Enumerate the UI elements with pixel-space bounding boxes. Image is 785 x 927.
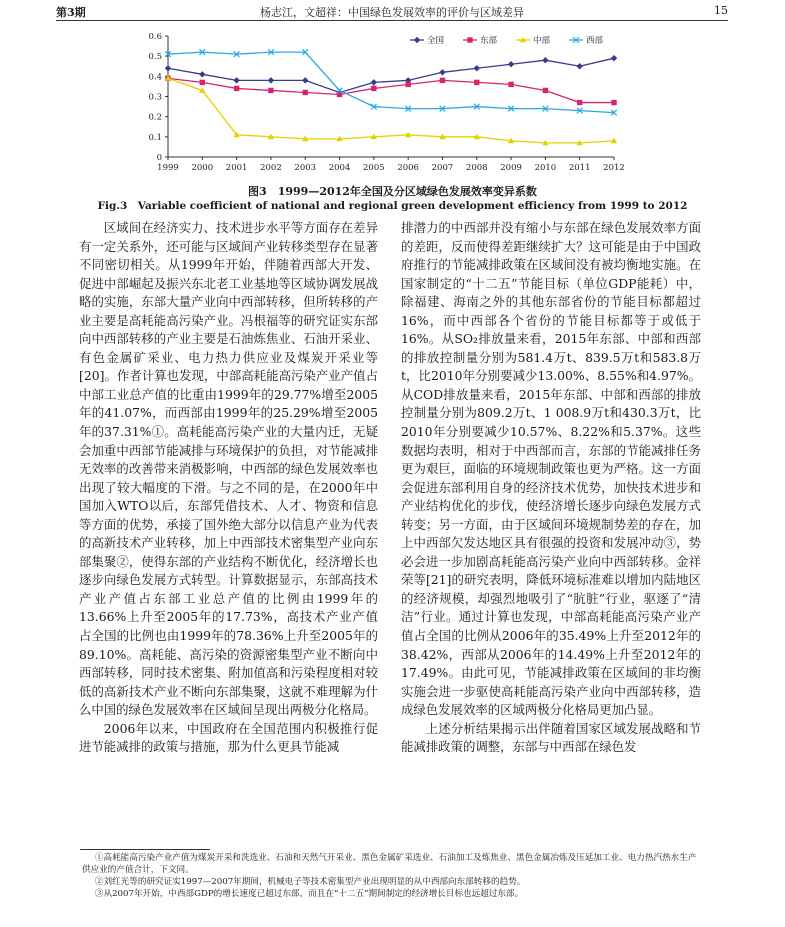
x-tick-label: 2004 — [328, 163, 351, 173]
body-left-column — [79, 219, 378, 757]
x-tick-label: 2003 — [294, 163, 317, 173]
x-tick-label: 2006 — [397, 163, 419, 173]
paragraph: 区域间在经济实力、技术进步水平等方面存在差异有一定关系外，还可能与区域间产业转移类型存在显著不同密切相关。从1999年开始，伴随着西部大开发、促进中部崛起及振兴东北老工业基地等区域协调发展战略的实施，东部大量产业向中西部转移，但所转移的产业主要是高耗能高污染产业。冯根福等的研究证实东部向中西部转移的产业主要是石油炼焦业、石油开采业、有色金属矿采业、电力热力供应业及煤炭开采业等[20]。作者计算也发现，中部高耗能高污染产业产值占中部工业总产值的比重由1999年的29.77%增至2005年的41.07%，而西部由1999年的25.29%增至2005年的37.31%①。高耗能高污染产业的大量内迁，无疑会加重中西部节能减排与环境保护的负担，对节能减排无效率的改善带来消极影响，中西部的绿色发展效率也出现了较大幅度的下滑。与之不同的是，在2000年中国加入WTO以后，东部凭借技术、人才、物资和信息等方面的优势，承接了国外绝大部分以信息产业为代表的高新技术产业转移，加上中西部技术密集型产业向东部集聚②，使得东部的产业结构不断优化，经济增长也逐步向绿色发展方式转型。计算数据显示，东部高技术产业产值占东部工业总产值的比例由1999年的13.66%上升至2005年的17.73%，高技术产业产值占全国的比例也由1999年的78.36%上升至2005年的89.10%。高耗能、高污染的资源密集型产业不断向中西部转移，同时技术密集、附加值高和污染程度相对较低的高新技术产业不断向东部集聚，这就不难理解为什么中国的绿色发展效率在区域间呈现出两极分化格局。 — [79, 220, 378, 718]
data-point — [577, 100, 582, 105]
footnotes — [82, 852, 702, 900]
data-point — [371, 86, 376, 91]
x-tick-label: 2000 — [191, 163, 214, 173]
x-tick-label: 2002 — [260, 163, 282, 173]
y-tick-label: 0.6 — [148, 32, 162, 42]
data-point — [200, 80, 205, 85]
data-point — [611, 55, 617, 61]
data-point — [439, 69, 445, 75]
issue-label: 第3期 — [56, 6, 86, 19]
paragraph: 2006年以来，中国政府在全国范围内积极推行促进节能减排的政策与措施，那为什么更具节能减 — [79, 720, 378, 755]
x-tick-label: 2012 — [603, 163, 625, 173]
data-point — [508, 82, 513, 87]
data-point — [405, 82, 410, 87]
figure-caption-en: Fig.3 Variable coefficient of national and regional green development efficiency from 1999 to 2012 — [97, 200, 688, 212]
data-point — [474, 65, 480, 71]
x-tick-label: 2005 — [363, 163, 385, 173]
page-number: 15 — [714, 4, 728, 17]
legend-label: 东部 — [480, 36, 498, 46]
legend-label: 西部 — [586, 36, 604, 46]
x-tick-label: 1999 — [157, 163, 179, 173]
data-point — [233, 77, 239, 83]
data-point — [303, 90, 308, 95]
y-tick-label: 0.5 — [148, 52, 162, 63]
running-header — [56, 0, 728, 21]
x-tick-label: 2007 — [431, 163, 454, 173]
y-tick-label: 0.3 — [148, 92, 162, 103]
x-tick-label: 2009 — [500, 163, 522, 173]
data-point — [165, 65, 171, 71]
data-point — [199, 71, 205, 77]
data-point — [474, 80, 479, 85]
x-tick-label: 2001 — [225, 163, 248, 173]
footnote-separator — [80, 849, 210, 850]
legend-label: 全国 — [427, 36, 445, 46]
data-point — [268, 77, 274, 83]
paragraph: 排潜力的中西部并没有缩小与东部在绿色发展效率方面的差距，反而使得差距继续扩大？这可能是由于中国政府推行的节能减排政策在区域间没有被均衡地实施。在国家制定的“十二五”节能目标（单位GDP能耗）中，除福建、海南之外的其他东部省份的节能目标都超过16%，而中西部各个省份的节能目标都等于或低于16%。从SO₂排放量来看，2015年东部、中部和西部的排放控制量分别为581.4万t、839.5万t和583.8万t，比2010年分别要减少13.00%、8.55%和4.97%。从COD排放量来看，2015年东部、中部和西部的排放控制量分别为809.2万t、1 008.9万t和430.3万t，比2010年分别要减少10.57%、8.22%和5.37%。这些数据均表明，相对于中西部而言，东部的节能减排任务更为艰巨，面临的环境规制政策也更为严格。这一方面会促进东部利用自身的经济技术优势，加快技术进步和产业结构优化的步伐，使经济增长逐步向绿色发展方式转变；另一方面，由于区域间环境规制势差的存在，加上中西部欠发达地区具有很强的投资和发展冲动③，势必会进一步加剧高耗能高污染产业向中西部转移。金祥荣等[21]的研究表明，降低环境标准难以增加内陆地区的经济规模，却强烈地吸引了“肮脏”行业，驱逐了“清洁”行业。通过计算也发现，中部高耗能高污染产业产值占全国的比例从2006年的35.49%上升至2012年的38.42%，西部从2006年的14.49%上升至2012年的17.49%。由此可见，节能减排政策在区域间的非均衡实施会进一步驱使高耗能高污染产业向中西部转移，造成绿色发展效率的区域两极分化格局更加凸显。 — [401, 220, 701, 718]
footnote: ①高耗能高污染产业产值为煤炭开采和洗选业、石油和天然气开采业、黑色金属矿采选业、石油加工及炼焦业、黑色金属冶炼及压延加工业、电力热汽热水生产供应业的产值合计，下文同。 — [82, 853, 697, 875]
x-tick-label: 2008 — [465, 163, 488, 173]
data-point — [542, 57, 548, 63]
x-tick-label: 2011 — [568, 163, 591, 173]
footnote: ②刘红光等的研究证实1997—2007年期间，机械电子等技术密集型产业出现明显的从中西部向东部转移的趋势。 — [94, 877, 526, 887]
paragraph: 上述分析结果揭示出伴随着国家区域发展战略和节能减排政策的调整，东部与中西部在绿色发 — [401, 720, 701, 755]
data-point — [268, 88, 273, 93]
data-point — [371, 79, 377, 85]
data-point — [467, 37, 472, 42]
y-tick-label: 0.4 — [148, 72, 162, 83]
data-point — [508, 61, 514, 67]
y-tick-label: 0 — [156, 153, 162, 163]
data-point — [543, 88, 548, 93]
legend-label: 中部 — [533, 36, 551, 46]
data-point — [440, 78, 445, 83]
body-right-column — [401, 219, 701, 757]
data-point — [576, 63, 582, 69]
running-title: 杨志江，文超祥：中国绿色发展效率的评价与区域差异 — [260, 6, 524, 19]
y-tick-label: 0.2 — [148, 112, 162, 123]
data-point — [234, 86, 239, 91]
x-tick-label: 2010 — [534, 163, 557, 173]
data-point — [302, 77, 308, 83]
footnote: ③从2007年开始，中西部GDP的增长速度已超过东部，而且在“十二五”期间制定的经济增长目标也远超过东部。 — [94, 889, 524, 899]
figure-caption-cn: 图3 1999—2012年全国及分区域绿色发展效率变异系数 — [248, 185, 537, 198]
line-chart — [128, 30, 648, 180]
y-tick-label: 0.1 — [148, 132, 162, 143]
data-point — [414, 37, 420, 43]
data-point — [611, 100, 616, 105]
